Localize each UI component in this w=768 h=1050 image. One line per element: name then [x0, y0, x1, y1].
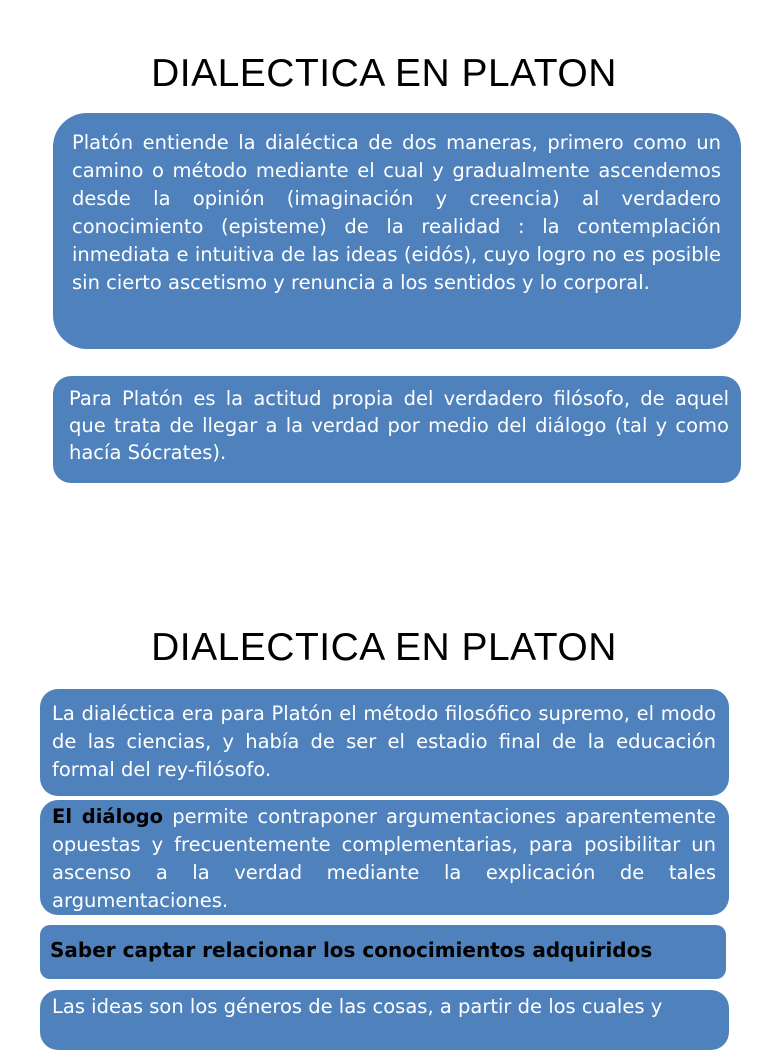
slide2-ideas-box [40, 990, 729, 1050]
slide2-dialogue-box [40, 800, 729, 915]
slide1-philosopher-box [53, 376, 741, 483]
slide1-philosopher-text: Para Platón es la actitud propia del verdadero filósofo, de aquel que trata de llegar a la verdad por medio del diálogo (tal y como hacía Sócrates). [69, 387, 729, 464]
slide2-method-text: La dialéctica era para Platón el método filosófico supremo, el modo de las ciencias, y había de ser el estadio final de la educación formal del rey-filósofo. [52, 702, 716, 781]
slide1-title: DIALECTICA EN PLATON [151, 52, 617, 95]
slide2-dialogue-paragraph [52, 803, 716, 915]
slide2-dialogue-text: permite contraponer argumentaciones aparentemente opuestas y frecuentemente complementarias, para posibilitar un ascenso a la verdad mediante la explicación de tales argumentaciones. [52, 805, 716, 912]
slide2-ideas-text: Las ideas son los géneros de las cosas, a partir de los cuales y [52, 995, 663, 1018]
slide2-knowledge-box [40, 925, 726, 979]
slide2-dialogue-lead: El diálogo [52, 805, 164, 828]
slide2-knowledge-text: Saber captar relacionar los conocimientos adquiridos [50, 938, 653, 962]
slide2-title: DIALECTICA EN PLATON [151, 626, 617, 669]
slide2-method-box [40, 689, 729, 796]
slide1-definition-box [53, 113, 741, 349]
slide1-definition-text: Platón entiende la dialéctica de dos maneras, primero como un camino o método mediante el cual y gradualmente ascendemos desde la opinión (imaginación y creencia) al verdadero conocimiento (episteme) de la realidad : la contemplación inmediata e intuitiva de las ideas (eidós), cuyo logro no es posible sin cierto ascetismo y renuncia a los sentidos y lo corporal. [72, 131, 721, 294]
